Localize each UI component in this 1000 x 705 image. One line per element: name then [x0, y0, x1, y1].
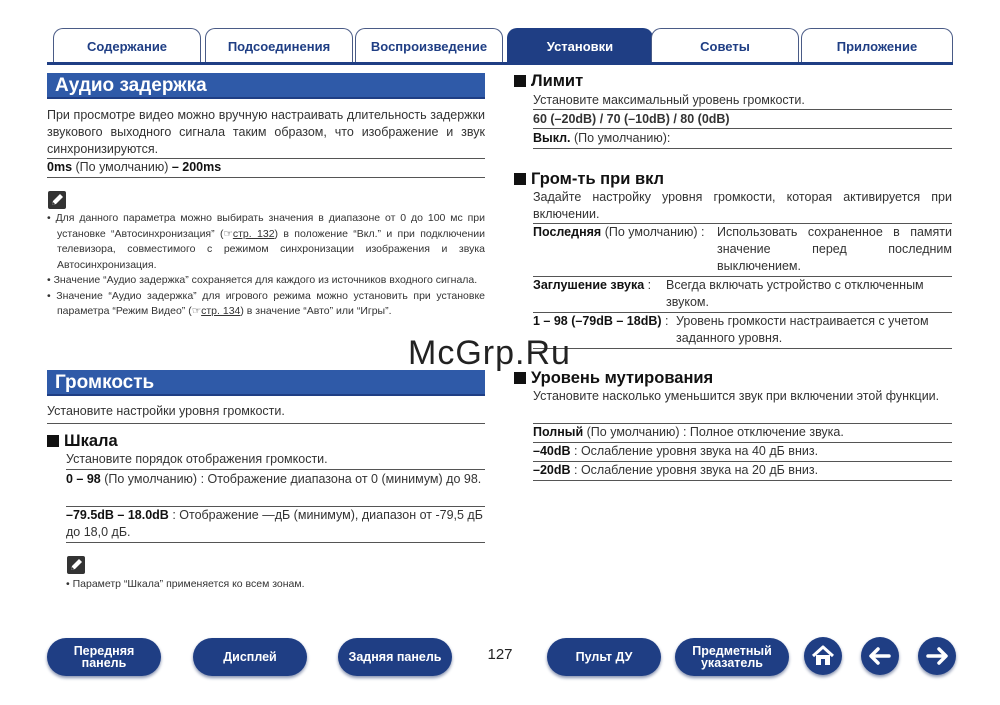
- index-button[interactable]: [675, 638, 789, 676]
- audio-delay-notes: [47, 211, 485, 320]
- option-value: : Ослабление уровня звука на 20 дБ вниз.: [570, 463, 819, 477]
- pencil-note-icon: [48, 191, 66, 209]
- note-text: Значение “Аудио задержка” для игрового режима можно установить при установке параметра “Режим Видео” (: [56, 289, 486, 317]
- note-text: Для данного параметра можно выбирать значения в диапазоне от 0 до 100 мс при установке “Автосинхронизация” (: [55, 212, 485, 240]
- section-volume-heading: Громкость: [47, 370, 485, 396]
- option-separator: :: [644, 278, 652, 292]
- volume-description: Установите настройки уровня громкости.: [47, 404, 285, 418]
- option-key: 1 – 98 (–79dB – 18dB): [533, 314, 662, 328]
- label-line: панель: [81, 656, 127, 670]
- square-bullet-icon: [47, 435, 59, 447]
- option-value: Отображение —дБ (минимум), диапазон от -79,5 дБ до 18,0 дБ.: [66, 508, 483, 539]
- scale-description: Установите порядок отображения громкости.: [66, 452, 328, 466]
- power-on-description: Задайте настройку уровня громкости, которая активируется при включении.: [533, 190, 952, 221]
- home-button[interactable]: [804, 637, 842, 675]
- note-text: ) в значение “Авто” или “Игры”.: [240, 305, 392, 317]
- power-on-option-last: [533, 224, 952, 273]
- option-key: 0 – 98: [66, 472, 101, 486]
- square-bullet-icon: [514, 372, 526, 384]
- label-line: указатель: [700, 656, 763, 670]
- note-item: • Значение “Аудио задержка” для игрового режима можно установить при установке параметра “Режим Видео” (☞стр. 134) в значение “Авто” или “Игры”.: [47, 289, 486, 317]
- scale-title: Шкала: [64, 432, 118, 450]
- watermark: McGrp.Ru: [408, 334, 571, 372]
- tab-label: Советы: [700, 39, 750, 54]
- note-text: ) в положение “Вкл.” и при подключении телевизора, совместимого с режимом синхронизации изображения и звука Автосинхронизация.: [57, 227, 485, 271]
- option-key: Выкл.: [533, 131, 571, 145]
- scale-option-db: [66, 507, 485, 541]
- option-separator: :: [168, 508, 180, 522]
- tab-label: Приложение: [836, 39, 918, 54]
- mute-description: Установите насколько уменьшится звук при включении этой функции.: [533, 389, 940, 403]
- option-key: Заглушение звука: [533, 278, 645, 292]
- range-default: (По умолчанию): [72, 160, 172, 174]
- mute-title: Уровень мутирования: [531, 369, 714, 387]
- tab-connections[interactable]: [205, 28, 353, 64]
- arrow-right-icon: [918, 637, 956, 675]
- divider: [66, 469, 485, 470]
- tab-underline: [47, 62, 953, 65]
- option-key: –79.5dB – 18.0dB: [66, 508, 169, 522]
- divider: [533, 109, 952, 110]
- display-button[interactable]: [193, 638, 307, 676]
- label-line: Предметный: [692, 644, 772, 658]
- square-bullet-icon: [514, 75, 526, 87]
- option-key: –20dB: [533, 463, 571, 477]
- section-audio-delay-heading: Аудио задержка: [47, 73, 485, 99]
- divider: [533, 128, 952, 129]
- tab-label: Содержание: [86, 39, 168, 54]
- option-value: Уровень громкости настраивается с учетом заданного уровня.: [676, 314, 929, 345]
- tab-label: Подсоединения: [227, 39, 331, 54]
- limit-values: 60 (–20dB) / 70 (–10dB) / 80 (0dB): [533, 112, 730, 126]
- scale-heading: [47, 432, 118, 451]
- option-value: : Ослабление уровня звука на 40 дБ вниз.: [570, 444, 819, 458]
- power-on-option-mute: [533, 277, 952, 309]
- page-ref-icon: ☞: [191, 305, 202, 317]
- page-link-134[interactable]: стр. 134: [201, 305, 241, 317]
- rear-panel-button[interactable]: [338, 638, 452, 676]
- back-button[interactable]: [861, 637, 899, 675]
- button-label: Дисплей: [223, 650, 277, 664]
- tab-contents[interactable]: [53, 28, 201, 64]
- arrow-left-icon: [861, 637, 899, 675]
- audio-delay-description: При просмотре видео можно вручную настраивать длительность задержки звукового выходного сигнала таким образом, что изображение и звук синхронизируются.: [47, 108, 485, 156]
- power-on-title: Гром-ть при вкл: [531, 170, 665, 188]
- button-label: [74, 645, 135, 669]
- tab-appendix[interactable]: [801, 28, 953, 64]
- forward-button[interactable]: [918, 637, 956, 675]
- option-value: Использовать сохраненное в памяти значение перед последним выключением.: [717, 225, 952, 273]
- range-min: 0ms: [47, 160, 73, 174]
- button-label: [692, 645, 772, 669]
- option-key: Последняя: [533, 225, 602, 239]
- limit-heading: [514, 72, 583, 91]
- tab-label: Воспроизведение: [370, 39, 488, 54]
- option-default: (По умолчанию) :: [100, 472, 208, 486]
- power-on-volume-heading: [514, 170, 664, 189]
- option-value: Всегда включать устройство с отключенным звуком.: [666, 278, 924, 309]
- divider: [47, 177, 485, 178]
- tab-bar: [47, 28, 953, 66]
- power-on-option-level: [533, 313, 952, 345]
- note-text: Параметр “Шкала” применяется ко всем зонам.: [72, 578, 305, 590]
- divider: [47, 423, 485, 424]
- note-item: • Для данного параметра можно выбирать значения в диапазоне от 0 до 100 мс при установке “Автосинхронизация” (☞стр. 132) в положение “Вкл.” и при подключении телевизора, совместимого с режимом синхронизации изображения и звука Автосинхронизация.: [47, 212, 485, 271]
- button-label: Пульт ДУ: [575, 650, 633, 664]
- scale-note: • Параметр “Шкала” применяется ко всем зонам.: [66, 578, 305, 590]
- mute-option-40: [533, 443, 952, 460]
- limit-off-option: [533, 130, 952, 147]
- tab-tips[interactable]: [651, 28, 799, 64]
- option-key: Полный: [533, 425, 584, 439]
- page-ref-icon: ☞: [223, 227, 233, 240]
- divider: [533, 348, 952, 349]
- divider: [66, 542, 485, 543]
- limit-title: Лимит: [531, 72, 584, 90]
- option-separator: :: [661, 314, 669, 328]
- note-item: • Значение “Аудио задержка” сохраняется для каждого из источников входного сигнала.: [47, 274, 478, 286]
- label-line: Передняя: [73, 644, 135, 658]
- option-value: (По умолчанию):: [570, 131, 671, 145]
- note-text: Значение “Аудио задержка” сохраняется для каждого из источников входного сигнала.: [53, 274, 478, 286]
- pencil-note-icon: [67, 556, 85, 574]
- tab-label: Установки: [546, 39, 614, 54]
- page-number: 127: [487, 646, 513, 663]
- limit-description: Установите максимальный уровень громкости.: [533, 93, 805, 107]
- mute-option-full: [533, 424, 952, 441]
- audio-delay-range: [47, 159, 485, 176]
- remote-control-button[interactable]: [547, 638, 661, 676]
- range-max: – 200ms: [171, 160, 222, 174]
- option-key: –40dB: [533, 444, 571, 458]
- divider: [533, 480, 952, 481]
- tab-playback[interactable]: [355, 28, 503, 64]
- square-bullet-icon: [514, 173, 526, 185]
- front-panel-button[interactable]: [47, 638, 161, 676]
- page-link-132[interactable]: стр. 132: [232, 227, 275, 240]
- tab-settings[interactable]: [507, 28, 653, 64]
- option-default: (По умолчанию) :: [601, 225, 705, 239]
- option-value: (По умолчанию) : Полное отключение звука.: [583, 425, 844, 439]
- mute-option-20: [533, 462, 952, 479]
- scale-option-0-98: [66, 471, 485, 488]
- home-icon: [804, 637, 842, 675]
- divider: [533, 148, 952, 149]
- option-value: Отображение диапазона от 0 (минимум) до 98.: [207, 472, 482, 486]
- button-label: Задняя панель: [348, 650, 442, 664]
